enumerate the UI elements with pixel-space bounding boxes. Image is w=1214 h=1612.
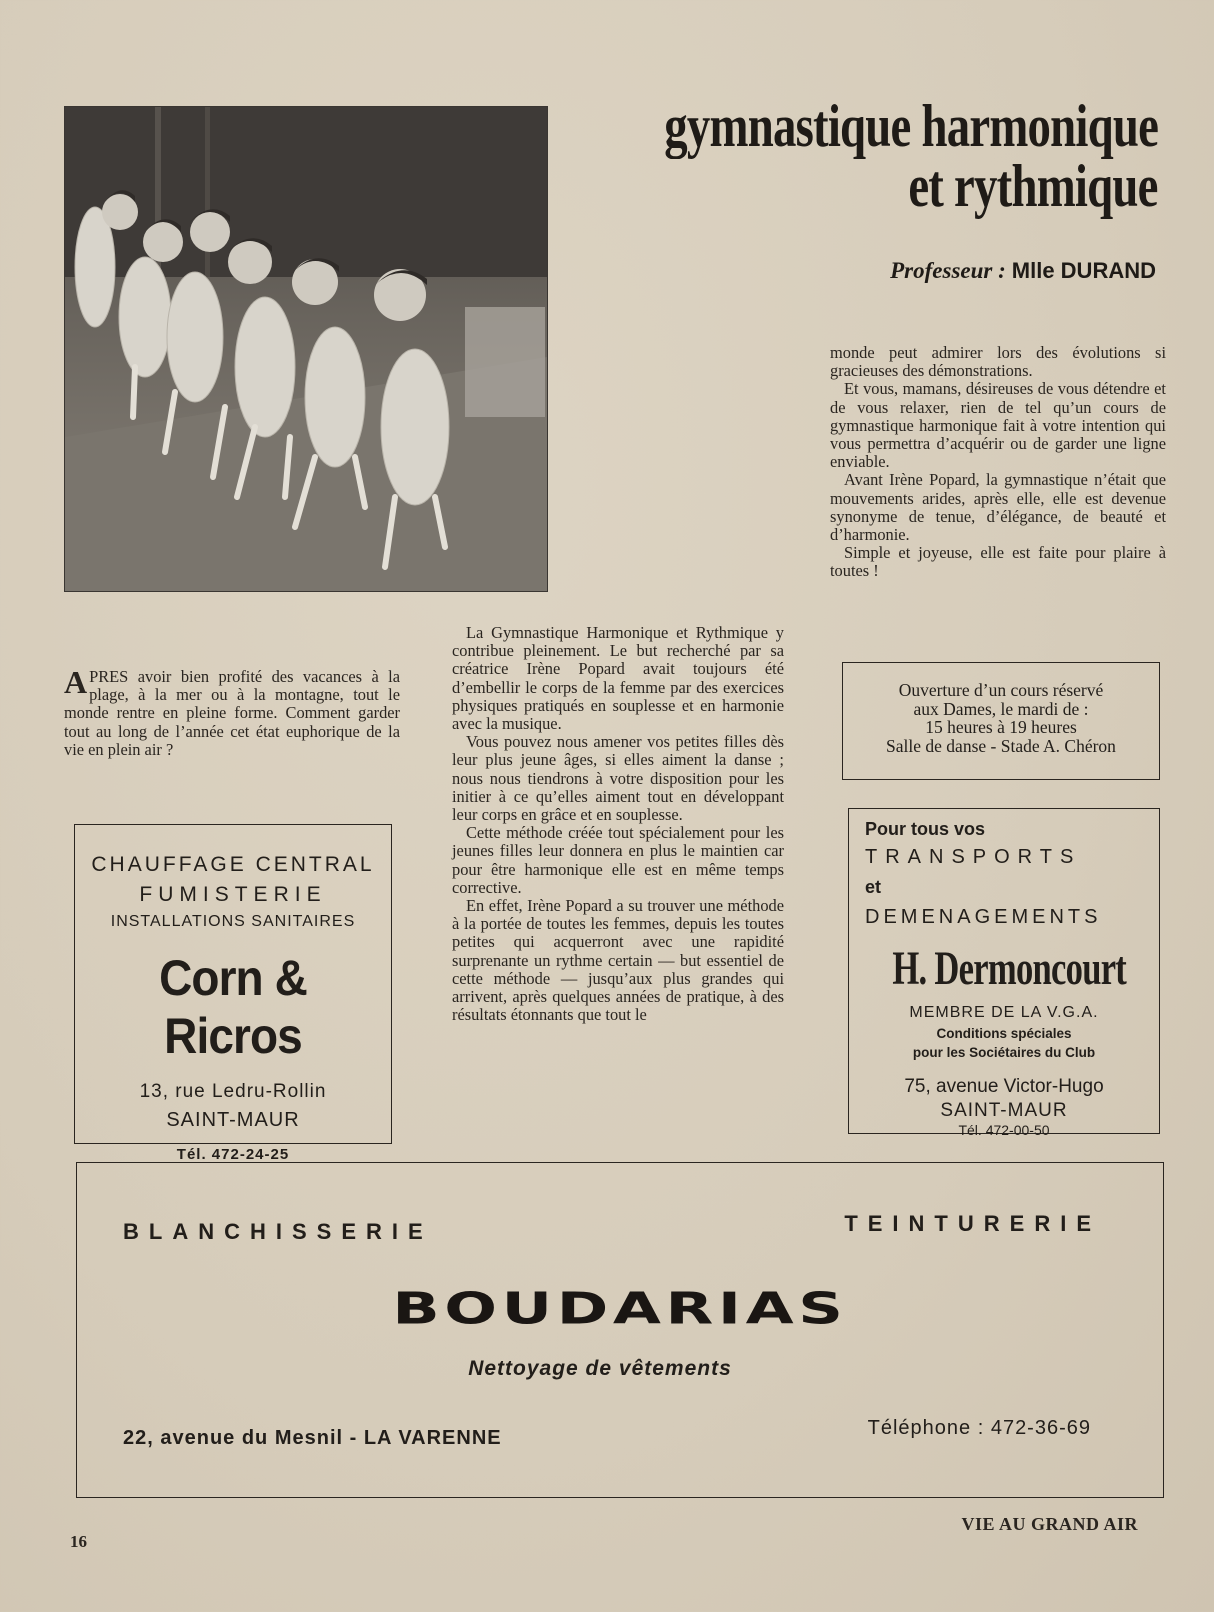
ad-address: 22, avenue du Mesnil - LA VARENNE: [123, 1427, 502, 1449]
paragraph: Avant Irène Popard, la gymnastique n’était que mouvements arides, après elle, elle est devenue synonyme de tenue, d’élégance, de beauté et d’harmonie.: [830, 470, 1166, 545]
ad-brand: H. Dermoncourt: [892, 942, 1127, 995]
paragraph: En effet, Irène Popard a su trouver une méthode à la portée de toutes les femmes, depuis les toutes petites qui acquerront avec une rapidité surprenante un rythme certain — but essentiel de cette méthode — jusqu’aux plus grandes qui arrivent, après quelques années de pratique, à des résultats étonnants que tout le: [452, 896, 784, 1025]
ad-heading-left: BLANCHISSERIE: [123, 1219, 433, 1244]
notice-line: aux Dames, le mardi de :: [913, 698, 1089, 719]
ad-line: INSTALLATIONS SANITAIRES: [110, 913, 356, 930]
drop-cap: A: [64, 664, 88, 700]
paragraph: Vous pouvez nous amener vos petites filles dès leur plus jeune âges, si elles aiment la danse ; nous nous tiendrons à votre disposition pour les initier à ce qu’elles aiment tout en développant leur corps en grâce et en souplesse.: [452, 732, 784, 825]
paragraph: Et vous, mamans, désireuses de vous détendre et de vous relaxer, rien de tel qu’un cours de gymnastique harmonique fait à votre intention qui vous permettra d’acquérir ou de garder une ligne enviable.: [830, 379, 1166, 472]
ad-line: FUMISTERIE: [139, 883, 327, 906]
ad-heading-right: TEINTURERIE: [844, 1211, 1101, 1236]
ad-member: MEMBRE DE LA V.G.A.: [909, 1004, 1099, 1021]
paragraph: monde peut admirer lors des évolutions si gracieuses des démonstrations.: [830, 343, 1166, 381]
page-number: 16: [70, 1532, 87, 1551]
ad-line: et: [865, 877, 882, 897]
ad-line: DEMENAGEMENTS: [865, 906, 1102, 928]
ad-line: CHAUFFAGE CENTRAL: [91, 853, 375, 876]
article-middle-column: [452, 624, 784, 1024]
ad-boudarias: [76, 1162, 1164, 1498]
article-intro: [64, 664, 400, 759]
ad-line: Pour tous vos: [865, 819, 986, 839]
ad-conditions: pour les Sociétaires du Club: [912, 1045, 1096, 1060]
ad-phone: Téléphone : 472-36-69: [867, 1417, 1091, 1439]
ad-brand: BOUDARIAS: [392, 1283, 848, 1334]
ad-dermoncourt: [848, 808, 1160, 1138]
paragraph: Cette méthode créée tout spécialement pour les jeunes filles leur donnera en plus le maintien car pour être harmonique elle est en même temps corrective.: [452, 823, 784, 897]
ad-tagline: Nettoyage de vêtements: [468, 1357, 732, 1380]
article-title-line2: et rythmique: [908, 153, 1158, 219]
professor-label: Professeur :: [890, 258, 1006, 283]
professor-credit: [890, 258, 1156, 284]
ad-conditions: Conditions spéciales: [936, 1026, 1072, 1041]
ad-corn-ricros: [74, 824, 392, 1163]
ad-address: 75, avenue Victor-Hugo: [904, 1076, 1104, 1097]
article-title-line1: gymnastique harmonique: [664, 93, 1158, 159]
publication-title: VIE AU GRAND AIR: [961, 1514, 1138, 1534]
ad-brand: Corn & Ricros: [159, 950, 307, 1064]
paragraph: La Gymnastique Harmonique et Rythmique y contribue pleinement. Le but recherché par sa créatrice Irène Popard avait toujours été d’embellir le corps de la femme par des exercices physiques pratiqués en souplesse et en harmonie avec la musique.: [452, 623, 784, 734]
professor-name: Mlle DURAND: [1011, 258, 1156, 283]
ad-phone: Tél. 472-00-50: [958, 1122, 1050, 1138]
paragraph: Simple et joyeuse, elle est faite pour plaire à toutes !: [830, 543, 1166, 581]
photo-children-gymnastics: [64, 106, 548, 592]
notice-line: 15 heures à 19 heures: [925, 717, 1077, 738]
notice-line: Ouverture d’un cours réservé: [898, 680, 1104, 700]
notice-line: Salle de danse - Stade A. Chéron: [886, 735, 1116, 756]
course-notice-box: [842, 662, 1160, 780]
intro-text: PRES avoir bien profité des vacances à la plage, à la mer ou à la montagne, tout le monde rentre en pleine forme. Comment garder tout au long de l’année cet état euphorique de la vie en plein air ?: [64, 667, 400, 759]
ad-city: SAINT-MAUR: [166, 1109, 300, 1131]
ad-city: SAINT-MAUR: [940, 1100, 1068, 1121]
ad-address: 13, rue Ledru-Rollin: [139, 1081, 327, 1102]
article-right-column: [830, 344, 1166, 581]
ad-line: TRANSPORTS: [865, 846, 1082, 868]
ad-phone: Tél. 472-24-25: [176, 1146, 290, 1163]
